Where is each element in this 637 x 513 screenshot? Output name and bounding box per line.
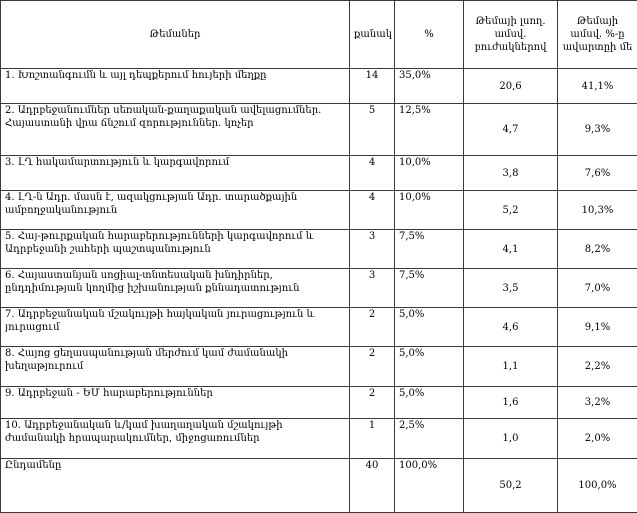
- header-share: Թեմայի ամսվ. %-ը ավարտըի մե: [558, 1, 637, 69]
- row-topic: 8. Հայոց ցեղասպանության մերժում կամ ժամանակի խեղաթյուրում: [1, 347, 350, 387]
- table-row: [1, 230, 637, 269]
- row-count: 3: [350, 269, 395, 308]
- row-percent: 5,0%: [395, 347, 464, 387]
- row-topic: 4. ԼՂ-ն Ադր. մասն է, ազակցության Ադր. տարածքային ամբողջականություն: [1, 191, 350, 230]
- row-count: 2: [350, 347, 395, 387]
- total-percent: 100,0%: [395, 459, 464, 513]
- row-count: 4: [350, 156, 395, 191]
- row-count: 5: [350, 104, 395, 156]
- row-avg: 3,8: [464, 156, 558, 191]
- row-avg: 1,6: [464, 387, 558, 419]
- row-share: 2,0%: [558, 419, 637, 459]
- row-percent: 5,0%: [395, 308, 464, 347]
- row-share: 7,6%: [558, 156, 637, 191]
- header-avg: Թեմայի լսող. ամսվ. բուժակներով: [464, 1, 558, 69]
- row-avg: 20,6: [464, 69, 558, 104]
- row-count: 1: [350, 419, 395, 459]
- table-row: [1, 347, 637, 387]
- row-count: 14: [350, 69, 395, 104]
- row-percent: 12,5%: [395, 104, 464, 156]
- row-share: 9,1%: [558, 308, 637, 347]
- total-avg: 50,2: [464, 459, 558, 513]
- table-row: [1, 156, 637, 191]
- row-topic: 2. Ադրբեջանումներ սեռական-քաղաքական ավելացումներ. Հայաստանի վրա ճնշում զորություններ. կոչեր: [1, 104, 350, 156]
- row-share: 9,3%: [558, 104, 637, 156]
- table-row: [1, 269, 637, 308]
- table-row: [1, 104, 637, 156]
- row-avg: 5,2: [464, 191, 558, 230]
- row-avg: 3,5: [464, 269, 558, 308]
- row-count: 2: [350, 387, 395, 419]
- total-count: 40: [350, 459, 395, 513]
- row-topic: 3. ԼՂ հակամարտություն և կարգավորում: [1, 156, 350, 191]
- row-count: 3: [350, 230, 395, 269]
- row-topic: 1. Խոշտանգումն և այլ դեպքերում հույերի մեղքը: [1, 69, 350, 104]
- row-share: 3,2%: [558, 387, 637, 419]
- row-share: 10,3%: [558, 191, 637, 230]
- row-topic: 6. Հայաստանյան սոցիալ-տնտեսական խնդիրներ, ընդդիմության կողմից իշխանության քննադատություն: [1, 269, 350, 308]
- total-share: 100,0%: [558, 459, 637, 513]
- table-row: [1, 69, 637, 104]
- header-topic: Թեմաներ: [1, 1, 350, 69]
- row-percent: 10,0%: [395, 191, 464, 230]
- row-percent: 7,5%: [395, 230, 464, 269]
- table-row: [1, 308, 637, 347]
- table-row: [1, 191, 637, 230]
- row-count: 4: [350, 191, 395, 230]
- total-row: [1, 459, 637, 513]
- row-share: 8,2%: [558, 230, 637, 269]
- row-avg: 4,1: [464, 230, 558, 269]
- row-percent: 7,5%: [395, 269, 464, 308]
- row-avg: 1,1: [464, 347, 558, 387]
- header-count: քանակ: [350, 1, 395, 69]
- row-topic: 10. Ադրբեջանական և/կամ խաղաղական մշակույթի ժամանակի հրապարակումներ, միջոցառումներ: [1, 419, 350, 459]
- row-topic: 5. Հայ-թուրքական հարաբերությունների կարգավորում և Ադրբեջանի շահերի պաշտպանություն: [1, 230, 350, 269]
- row-percent: 35,0%: [395, 69, 464, 104]
- total-label: Ընդամենը: [1, 459, 350, 513]
- row-percent: 10,0%: [395, 156, 464, 191]
- table-row: [1, 419, 637, 459]
- row-share: 41,1%: [558, 69, 637, 104]
- row-percent: 2,5%: [395, 419, 464, 459]
- row-topic: 9. Ադրբեջան - ԵՄ հարաբերություններ: [1, 387, 350, 419]
- table-row: [1, 387, 637, 419]
- row-avg: 4,7: [464, 104, 558, 156]
- row-avg: 1,0: [464, 419, 558, 459]
- header-percent: %: [395, 1, 464, 69]
- row-share: 2,2%: [558, 347, 637, 387]
- row-topic: 7. Ադրբեջանական մշակույթի հայկական յուրացություն և յուրացում: [1, 308, 350, 347]
- table-header-row: [1, 1, 637, 69]
- row-share: 7,0%: [558, 269, 637, 308]
- row-count: 2: [350, 308, 395, 347]
- row-percent: 5,0%: [395, 387, 464, 419]
- row-avg: 4,6: [464, 308, 558, 347]
